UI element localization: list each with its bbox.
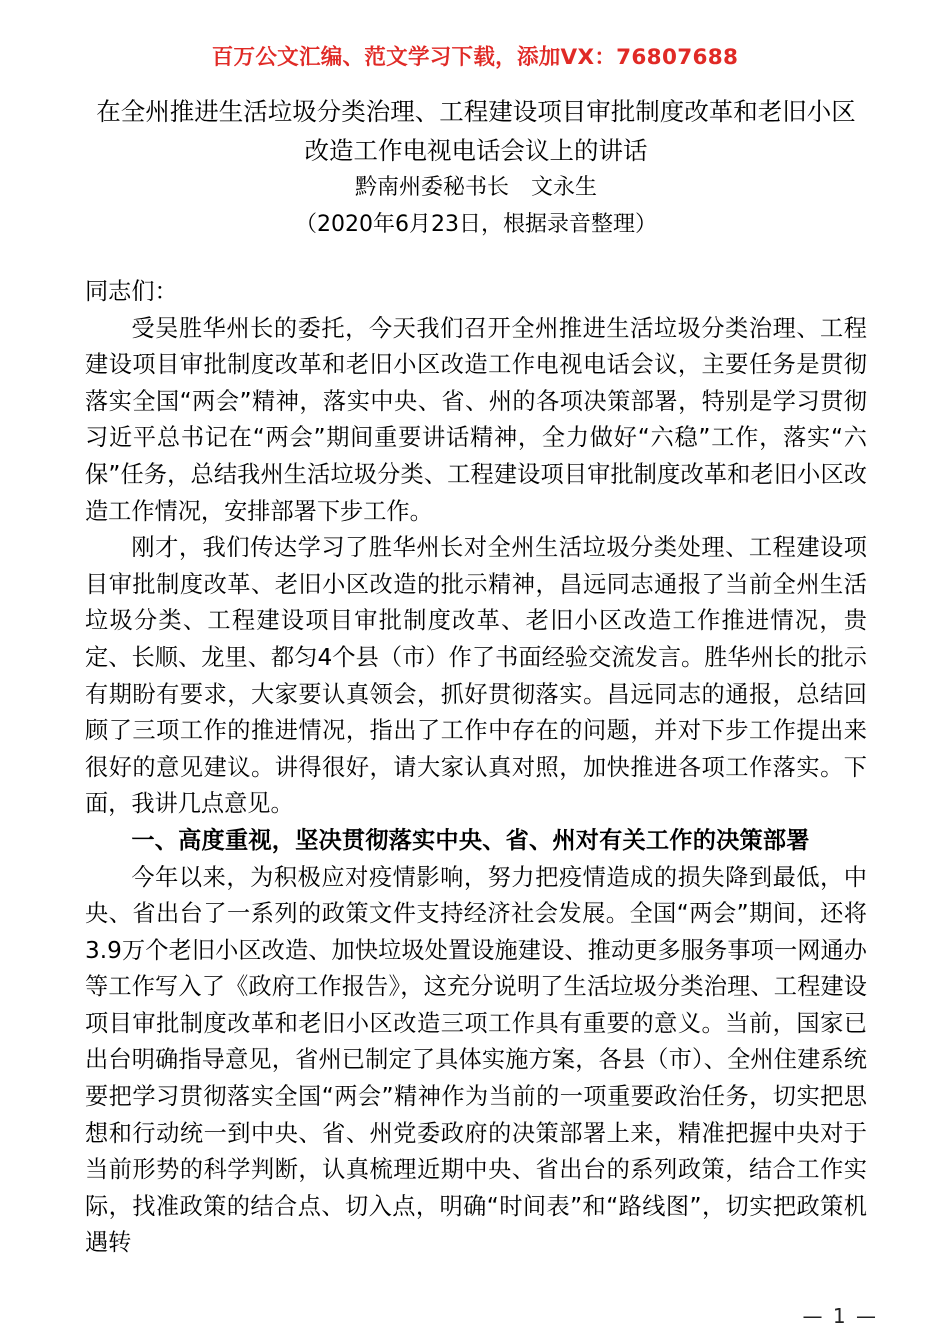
document-body [85,92,867,1262]
document-title: 在全州推进生活垃圾分类治理、工程建设项目审批制度改革和老旧小区改造工作电视电话会议上的讲话 [96,97,856,165]
salutation: 同志们： [85,278,178,305]
section-1-paragraph: 今年以来，为积极应对疫情影响，努力把疫情造成的损失降到最低，中央、省出台了一系列的政策文件支持经济社会发展。全国“两会”期间，还将3.9万个老旧小区改造、加快垃圾处置设施建设、推动更多服务事项一网通办等工作写入了《政府工作报告》，这充分说明了生活垃圾分类治理、工程建设项目审批制度改革和老旧小区改造三项工作具有重要的意义。当前，国家已出台明确指导意见，省州已制定了具体实施方案，各县（市）、全州住建系统要把学习贯彻落实全国“两会”精神作为当前的一项重要政治任务，切实把思想和行动统一到中央、省、州党委政府的决策部署上来，精准把握中央对于当前形势的科学判断，认真梳理近期中央、省出台的系列政策，结合工作实际，找准政策的结合点、切入点，明确“时间表”和“路线图”，切实把政策机遇转 [85,863,867,1257]
title-body-spacer [85,244,867,274]
section-heading-1: 一、高度重视，坚决贯彻落实中央、省、州对有关工作的决策部署 [131,826,810,854]
document-date-line: （2020年6月23日，根据录音整理） [295,212,657,237]
paragraph-1: 受吴胜华州长的委托，今天我们召开全州推进生活垃圾分类治理、工程建设项目审批制度改革和老旧小区改造工作电视电话会议，主要任务是贯彻落实全国“两会”精神，落实中央、省、州的各项决策部署，特别是学习贯彻习近平总书记在“两会”期间重要讲话精神，全力做好“六稳”工作，落实“六保”任务，总结我州生活垃圾分类、工程建设项目审批制度改革和老旧小区改造工作情况，安排部署下步工作。 [85,314,867,525]
document-byline: 黔南州委秘书长 文永生 [354,175,597,200]
paragraph-2: 刚才，我们传达学习了胜华州长对全州生活垃圾分类处理、工程建设项目审批制度改革、老旧小区改造的批示精神，昌远同志通报了当前全州生活垃圾分类、工程建设项目审批制度改革、老旧小区改造工作推进情况，贵定、长顺、龙里、都匀4个县（市）作了书面经验交流发言。胜华州长的批示有期盼有要求，大家要认真领会，抓好贯彻落实。昌远同志的通报，总结回顾了三项工作的推进情况，指出了工作中存在的问题，并对下步工作提出来很好的意见建议。讲得很好，请大家认真对照，加快推进各项工作落实。下面，我讲几点意见。 [85,534,867,818]
page-number: — 1 — [802,1304,878,1328]
promo-banner: 百万公文汇编、范文学习下载，添加VX：76807688 [211,45,739,70]
